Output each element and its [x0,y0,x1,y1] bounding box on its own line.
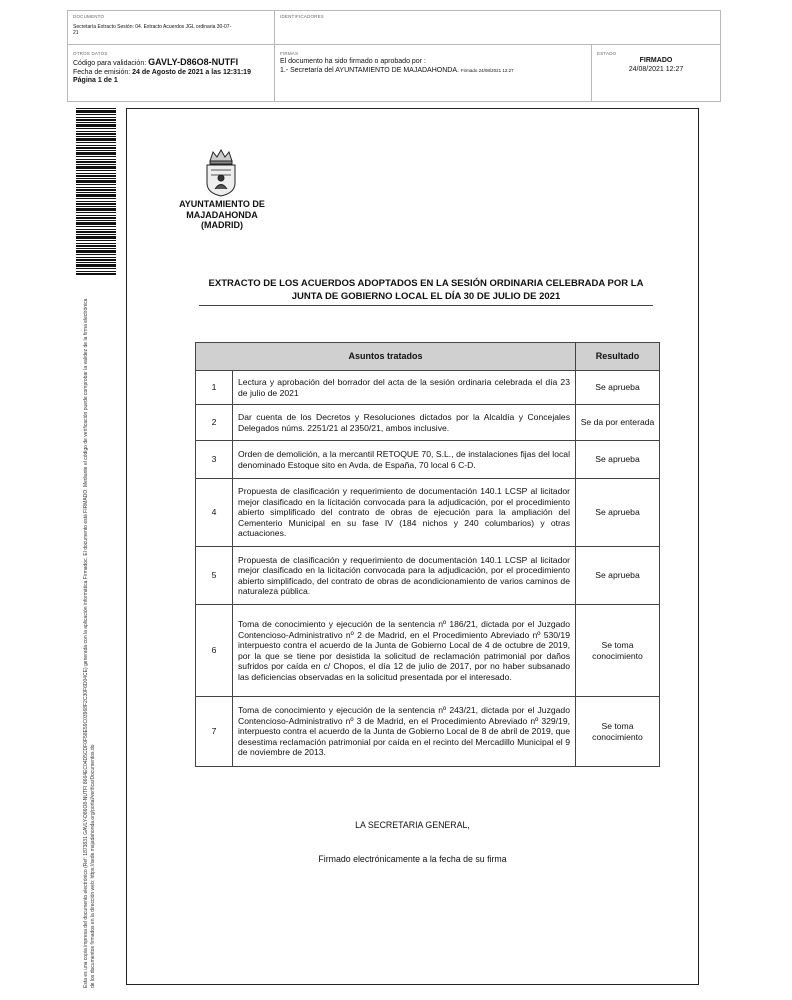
barcode [76,108,116,276]
organization-name [157,199,287,231]
row-subject: Lectura y aprobación del borrador del acta de la sesión ordinaria celebrada el día 23 de julio de 2021 [233,371,576,405]
estado-date: 24/08/2021 12:27 [628,65,684,73]
col-resultado-header: Resultado [576,343,660,371]
row-subject: Dar cuenta de los Decretos y Resoluciones dictados por la Alcaldía y Concejales Delegados núms. 2251/21 al 2350/21, ambos inclusive. [233,405,576,441]
identificadores-cell [275,11,720,45]
documento-cell [68,11,275,45]
row-number: 2 [196,405,233,441]
table-row [196,547,660,605]
table-row [196,405,660,441]
firmas-signer-date: Firmado 24/08/2021 12:27 [460,67,514,73]
title-line1: EXTRACTO DE LOS ACUERDOS ADOPTADOS EN LA SESIÓN ORDINARIA CELEBRADA POR LA [208,278,644,289]
otros-datos-label: OTROS DATOS [73,51,108,56]
table-row [196,371,660,405]
row-number: 5 [196,547,233,605]
document-title [199,277,653,306]
row-result: Se da por enterada [576,405,660,441]
firmas-line1: El documento ha sido firmado o aprobado por : [280,58,426,65]
documento-value: Secretaría Extracto Sesión: 04. Extracto Acuerdos JGL ordinaria 30-07-21 [73,24,232,36]
documento-label: DOCUMENTO [73,14,105,19]
row-number: 1 [196,371,233,405]
table-row [196,479,660,547]
table-row [196,697,660,767]
table-header-row [196,343,660,371]
row-subject: Propuesta de clasificación y requerimiento de documentación 140.1 LCSP al licitador mejor clasificado en la licitación convocada para la adjudicación, por el procedimiento abierto simplificado del contrato de obras de ejecución para la ampliación del Cementerio Municipal en su fase IV (184 nichos y 240 columbarios) y otras actuaciones. [233,479,576,547]
row-result: Se toma conocimiento [576,697,660,767]
codigo-validacion[interactable]: GAVLY-D86O8-NUTFI [148,57,239,67]
fecha-emision: 24 de Agosto de 2021 a las 12:31:19 [132,68,251,76]
org-line1: AYUNTAMIENTO DE [179,199,265,209]
fecha-label: Fecha de emisión: [73,68,131,76]
secretaria-general: LA SECRETARIA GENERAL, [355,820,470,830]
row-number: 7 [196,697,233,767]
row-result: Se aprueba [576,479,660,547]
org-line2: MAJADAHONDA [186,209,258,220]
firmas-cell [275,45,592,101]
table-row [196,605,660,697]
agenda-table [195,342,660,767]
estado-label: ESTADO [597,51,617,56]
agenda-body [196,371,660,767]
firmado-electronicamente: Firmado electrónicamente a la fecha de su firma [318,854,507,864]
row-subject: Toma de conocimiento y ejecución de la sentencia nº 186/21, dictada por el Juzgado Contencioso-Administrativo nº 2 de Madrid, en el Procedimiento Abreviado nº 530/19 interpuesto contra el acuerdo de la Junta de Gobierno Local de 4 de octubre de 2019, por la que se tiene por desistida la solicitud de reclamación patrimonial por daños sufridos por caída en c/ Chopos, el día 12 de julio de 2017, por no haber subsanado las deficiencias observadas en la solicitud presentada por el interesado. [233,605,576,697]
estado-value: FIRMADO [639,57,673,64]
pagina-indicator: Página 1 de 1 [73,77,118,84]
row-number: 4 [196,479,233,547]
row-result: Se aprueba [576,441,660,479]
col-asuntos-header: Asuntos tratados [196,343,576,371]
row-result: Se toma conocimiento [576,605,660,697]
row-number: 3 [196,441,233,479]
table-row [196,441,660,479]
title-line2: JUNTA DE GOBIERNO LOCAL EL DÍA 30 DE JULIO DE 2021 [291,291,561,302]
row-subject: Propuesta de clasificación y requerimiento de documentación 140.1 LCSP al licitador mejor clasificado en la licitación convocada para la adjudicación, por el procedimiento abierto simplificado, del contrato de obras de acondicionamiento de varios caminos de naturaleza pública. [233,547,576,605]
row-subject: Orden de demolición, a la mercantil RETOQUE 70, S.L., de instalaciones fijas del local denominado Estoque sito en Avda. de España, 70 local 6 C-D. [233,441,576,479]
codigo-label: Código para validación: [73,60,147,67]
coat-of-arms-logo [202,147,240,197]
row-result: Se aprueba [576,547,660,605]
firmas-signer: 1.- Secretaría del AYUNTAMIENTO DE MAJADAHONDA. [280,66,459,74]
firmas-label: FIRMAS [280,51,299,56]
row-number: 6 [196,605,233,697]
org-line3: (MADRID) [201,220,243,230]
otros-datos-cell [68,45,275,101]
identificadores-label: IDENTIFICADORES [280,14,325,19]
row-subject: Toma de conocimiento y ejecución de la sentencia nº 243/21, dictada por el Juzgado Contencioso-Administrativo nº 3 de Madrid, en el Procedimiento Abreviado nº 329/19, interpuesto contra el acuerdo de la Junta de Gobierno Local de 8 de abril de 2019, que desestima reclamación patrimonial por caída en el recinto del Mercadillo Municipal el 9 de noviembre de 2013. [233,697,576,767]
side-verification-text: Esta es una copia impresa del documento electrónico (Ref: 1873831 GAVLY-D86O8-NUTFI 8664EC04D5CDF0F58E59C03968F2C30F6D04CE) generada con la aplicación informática Firmadoc. El documento está FIRMADO. Mediante el código de verificación puede comprobar la validez de la firma electrónica de los documentos firmados en la dirección web: https://sede.majadahonda.org/portal/verificarDocumentos.do [83,298,96,988]
document-page [126,108,699,985]
estado-cell [592,45,720,101]
row-result: Se aprueba [576,371,660,405]
document-header-box [67,10,721,102]
